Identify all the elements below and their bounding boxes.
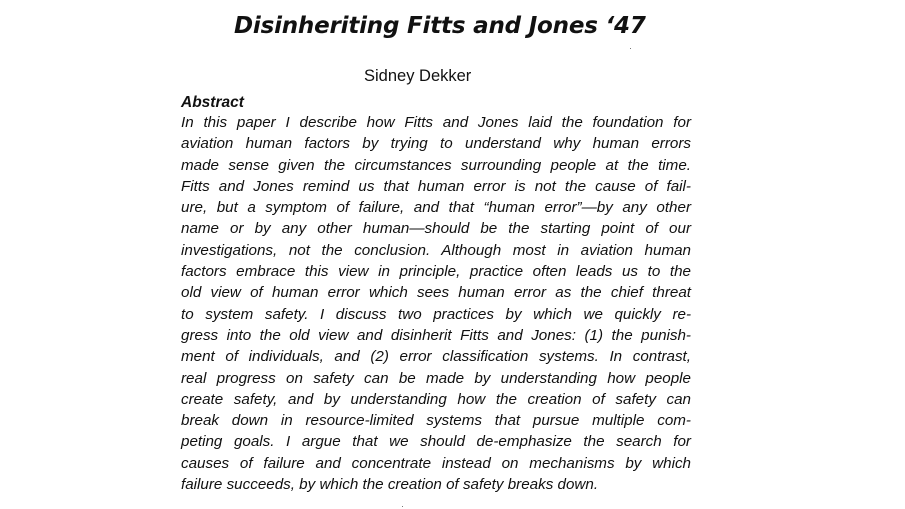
abstract-heading: Abstract [181,94,244,111]
abstract-line: causes of failure and concentrate instead on mechanisms by which [181,454,691,472]
abstract-line: ure, but a symptom of failure, and that “human error”—by any other [181,199,691,217]
abstract-line: ment of individuals, and (2) error classification systems. In contrast, [181,348,691,366]
abstract-line: old view of human error which sees human error as the chief threat [181,284,691,302]
abstract-section [181,93,691,495]
abstract-line: break down in resource-limited systems that pursue multiple com- [181,412,691,430]
abstract-line: Fitts and Jones remind us that human error is not the cause of fail- [181,177,691,195]
abstract-line: to system safety. I discuss two practices by which we quickly re- [181,305,691,323]
abstract-body [181,112,691,495]
abstract-line: failure succeeds, by which the creation of safety breaks down. [181,476,599,494]
abstract-line: factors embrace this view in principle, practice often leads us to the [181,263,691,281]
scan-speck [402,506,403,507]
abstract-line: In this paper I describe how Fitts and Jones laid the foundation for [181,114,691,131]
abstract-line: create safety, and by understanding how the creation of safety can [181,390,691,408]
paper-title: Disinheriting Fitts and Jones ‘47 [234,13,646,39]
scan-speck [630,48,631,49]
author-name: Sidney Dekker [364,67,472,85]
abstract-line: aviation human factors by trying to understand why human errors [181,135,691,153]
abstract-line: peting goals. I argue that we should de-emphasize the search for [181,433,691,451]
abstract-line: real progress on safety can be made by understanding how people [181,369,691,387]
abstract-line: investigations, not the conclusion. Although most in aviation human [181,241,691,259]
abstract-line: made sense given the circumstances surrounding people at the time. [181,156,691,174]
abstract-line: name or by any other human—should be the starting point of our [181,220,691,238]
abstract-line: gress into the old view and disinherit Fitts and Jones: (1) the punish- [181,326,691,344]
